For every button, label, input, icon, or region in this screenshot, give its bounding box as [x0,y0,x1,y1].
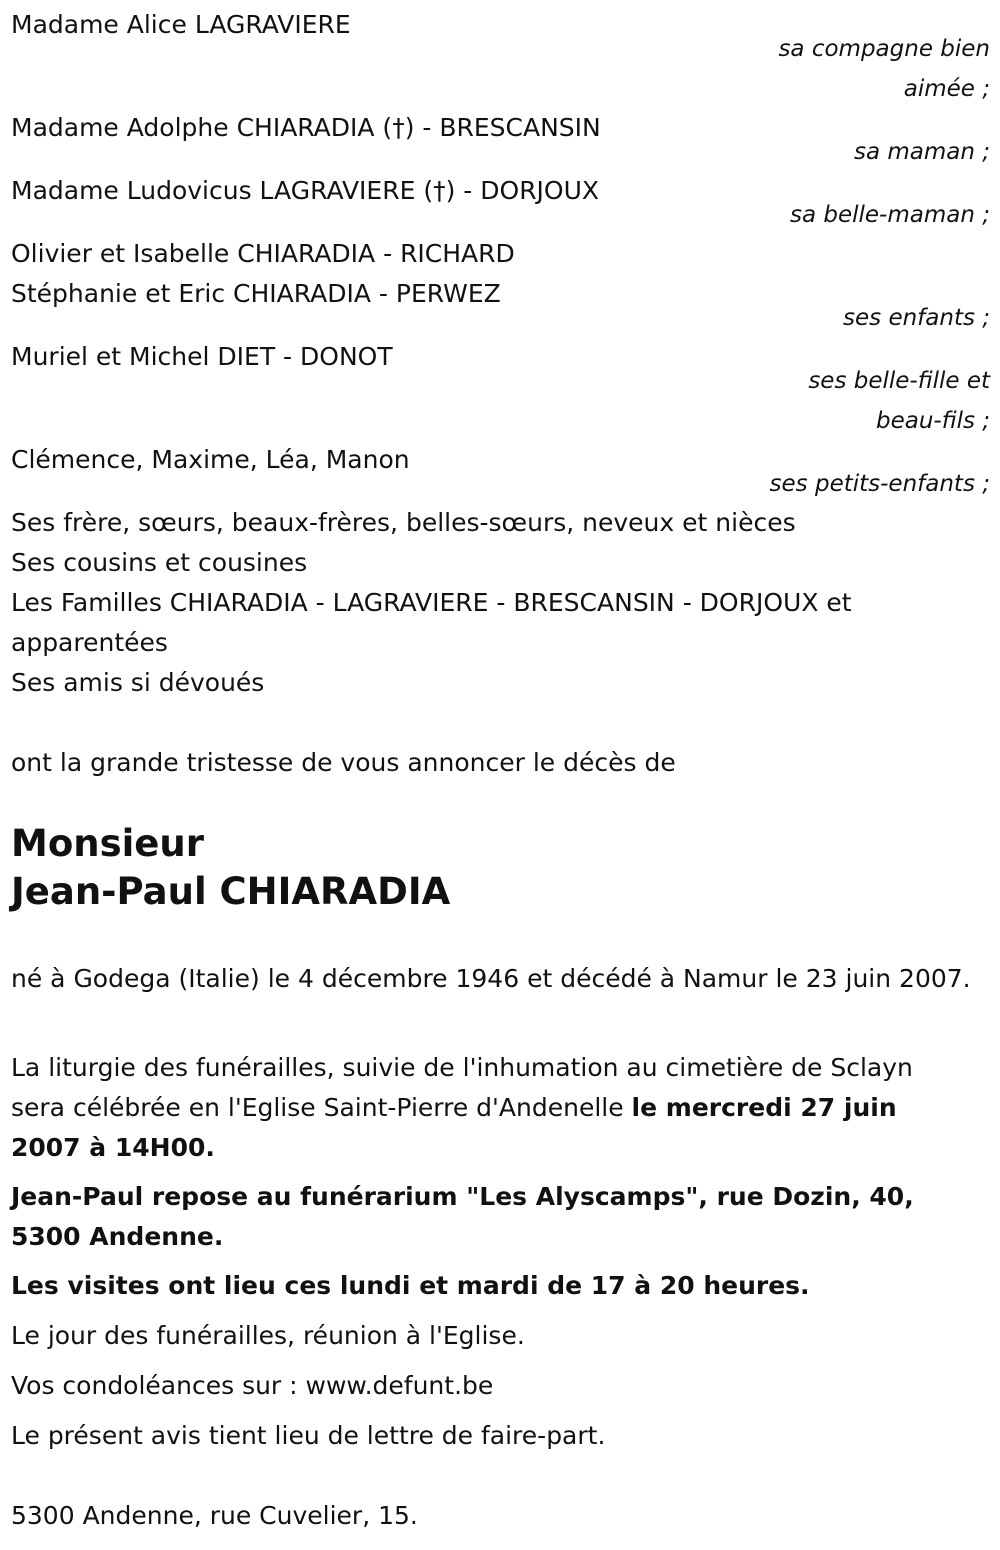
family-member-name: Clémence, Maxime, Léa, Manon [11,445,410,474]
ceremony-text [11,1048,971,1168]
relatives-line: Ses frère, sœurs, beaux-frères, belles-sœurs, neveux et nièces [11,508,796,537]
family-relation: beau-fils ; [875,408,990,434]
notice-text: Le présent avis tient lieu de lettre de faire-part. [11,1421,606,1450]
family-relation: sa maman ; [853,139,990,165]
family-member-name: Madame Alice LAGRAVIERE [11,10,351,39]
deceased-title: Monsieur [11,822,204,865]
birth-death-text: né à Godega (Italie) le 4 décembre 1946 et décédé à Namur le 23 juin 2007. [11,964,971,993]
family-member-name: Stéphanie et Eric CHIARADIA - PERWEZ [11,279,501,308]
relatives-line: Ses amis si dévoués [11,668,265,697]
family-member-name: Madame Adolphe CHIARADIA (†) - BRESCANSIN [11,113,601,142]
announcement-text: ont la grande tristesse de vous annoncer le décès de [11,748,676,777]
address-text: 5300 Andenne, rue Cuvelier, 15. [11,1501,418,1530]
family-relation: ses belle-fille et [808,368,990,394]
ceremony-date: le mercredi 27 juin 2007 à 14H00. [11,1093,897,1162]
relatives-line: Les Familles CHIARADIA - LAGRAVIERE - BRESCANSIN - DORJOUX et [11,588,852,617]
family-member-name: Olivier et Isabelle CHIARADIA - RICHARD [11,239,515,268]
funerarium-text: Jean-Paul repose au funérarium "Les Alyscamps", rue Dozin, 40, 5300 Andenne. [11,1182,914,1251]
condolences-text: Vos condoléances sur : www.defunt.be [11,1371,494,1400]
family-relation: ses enfants ; [843,305,990,331]
family-relation: ses petits-enfants ; [769,471,990,497]
relatives-line: Ses cousins et cousines [11,548,308,577]
deceased-name: Jean-Paul CHIARADIA [11,870,451,913]
relatives-line: apparentées [11,628,168,657]
ceremony-description: La liturgie des funérailles, suivie de l'inhumation au cimetière de Sclayn sera célébrée en l'Eglise Saint-Pierre d'Andenelle [11,1053,913,1122]
family-member-name: Muriel et Michel DIET - DONOT [11,342,393,371]
meeting-text: Le jour des funérailles, réunion à l'Eglise. [11,1321,525,1350]
family-relation: sa compagne bien [778,36,990,62]
visits-text: Les visites ont lieu ces lundi et mardi de 17 à 20 heures. [11,1271,810,1300]
family-relation: aimée ; [903,76,990,102]
family-relation: sa belle-maman ; [789,202,990,228]
family-member-name: Madame Ludovicus LAGRAVIERE (†) - DORJOUX [11,176,600,205]
